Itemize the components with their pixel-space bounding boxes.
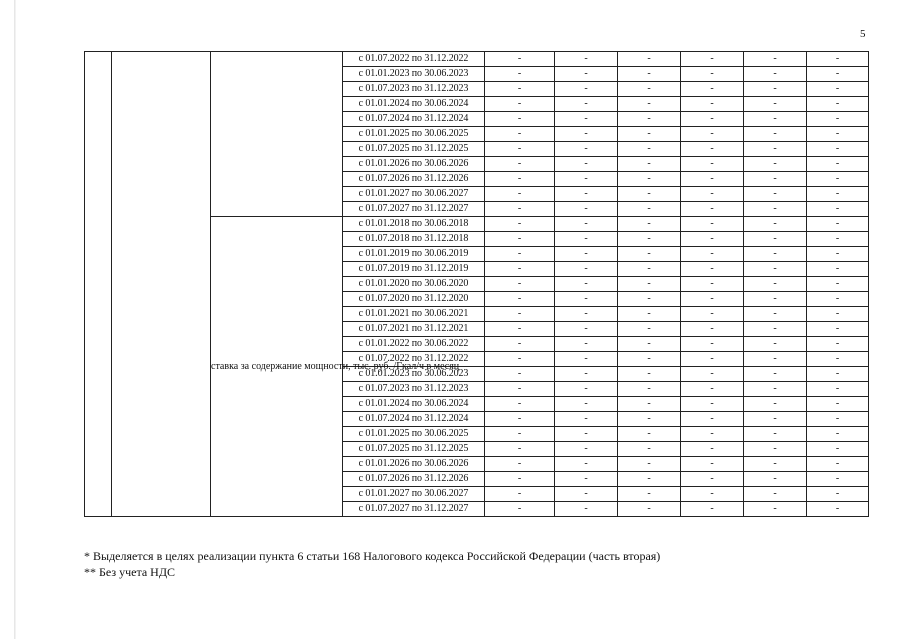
value-cell: - <box>485 187 555 202</box>
period-cell: с 01.01.2025 по 30.06.2025 <box>343 427 485 442</box>
value-cell: - <box>681 367 744 382</box>
period-cell: с 01.01.2023 по 30.06.2023 <box>343 367 485 382</box>
value-cell: - <box>618 112 681 127</box>
period-cell: с 01.01.2026 по 30.06.2026 <box>343 457 485 472</box>
value-cell: - <box>807 397 869 412</box>
value-cell: - <box>485 97 555 112</box>
value-cell: - <box>744 97 807 112</box>
value-cell: - <box>485 142 555 157</box>
value-cell: - <box>681 472 744 487</box>
value-cell: - <box>618 487 681 502</box>
value-cell: - <box>681 262 744 277</box>
value-cell: - <box>618 412 681 427</box>
value-cell: - <box>681 97 744 112</box>
value-cell: - <box>681 487 744 502</box>
value-cell: - <box>681 412 744 427</box>
value-cell: - <box>744 472 807 487</box>
page-number: 5 <box>860 28 866 40</box>
period-cell: с 01.01.2026 по 30.06.2026 <box>343 157 485 172</box>
value-cell: - <box>555 487 618 502</box>
value-cell: - <box>485 262 555 277</box>
value-cell: - <box>555 472 618 487</box>
value-cell: - <box>681 247 744 262</box>
value-cell: - <box>618 67 681 82</box>
value-cell: - <box>681 397 744 412</box>
value-cell: - <box>555 502 618 517</box>
value-cell: - <box>618 382 681 397</box>
value-cell: - <box>555 367 618 382</box>
value-cell: - <box>807 487 869 502</box>
value-cell: - <box>555 157 618 172</box>
value-cell: - <box>555 337 618 352</box>
period-cell: с 01.07.2018 по 31.12.2018 <box>343 232 485 247</box>
page-edge-shadow <box>14 0 16 639</box>
period-cell: с 01.07.2027 по 31.12.2027 <box>343 202 485 217</box>
value-cell: - <box>555 112 618 127</box>
table-body <box>85 52 869 517</box>
value-cell: - <box>744 322 807 337</box>
value-cell: - <box>744 142 807 157</box>
value-cell: - <box>485 157 555 172</box>
footnote-vat-allocation: * Выделяется в целях реализации пункта 6 статьи 168 Налогового кодекса Российской Федерации (часть вторая) <box>84 549 661 563</box>
value-cell: - <box>744 487 807 502</box>
value-cell: - <box>555 412 618 427</box>
value-cell: - <box>618 247 681 262</box>
period-cell: с 01.07.2019 по 31.12.2019 <box>343 262 485 277</box>
value-cell: - <box>681 427 744 442</box>
value-cell: - <box>555 172 618 187</box>
tariff-table <box>84 51 869 517</box>
value-cell: - <box>807 322 869 337</box>
value-cell: - <box>555 382 618 397</box>
value-cell: - <box>555 67 618 82</box>
value-cell: - <box>618 172 681 187</box>
value-cell: - <box>744 502 807 517</box>
value-cell: - <box>555 52 618 67</box>
period-cell: с 01.07.2024 по 31.12.2024 <box>343 412 485 427</box>
value-cell: - <box>807 82 869 97</box>
value-cell: - <box>744 247 807 262</box>
value-cell: - <box>807 382 869 397</box>
period-cell: с 01.07.2025 по 31.12.2025 <box>343 142 485 157</box>
value-cell: - <box>618 352 681 367</box>
period-cell: с 01.01.2027 по 30.06.2027 <box>343 187 485 202</box>
value-cell: - <box>744 442 807 457</box>
value-cell: - <box>555 82 618 97</box>
value-cell: - <box>485 292 555 307</box>
value-cell: - <box>807 427 869 442</box>
value-cell: - <box>681 82 744 97</box>
value-cell: - <box>485 412 555 427</box>
value-cell: - <box>618 262 681 277</box>
value-cell: - <box>485 442 555 457</box>
value-cell: - <box>807 412 869 427</box>
value-cell: - <box>681 67 744 82</box>
period-cell: с 01.07.2022 по 31.12.2022 <box>343 52 485 67</box>
value-cell: - <box>681 172 744 187</box>
value-cell: - <box>744 67 807 82</box>
value-cell: - <box>618 82 681 97</box>
value-cell: - <box>555 217 618 232</box>
value-cell: - <box>618 232 681 247</box>
value-cell: - <box>681 232 744 247</box>
value-cell: - <box>555 397 618 412</box>
value-cell: - <box>485 427 555 442</box>
value-cell: - <box>807 262 869 277</box>
value-cell: - <box>618 322 681 337</box>
value-cell: - <box>681 502 744 517</box>
table-row <box>85 52 869 67</box>
value-cell: - <box>744 157 807 172</box>
value-cell: - <box>681 337 744 352</box>
blank-col-1 <box>85 52 112 517</box>
period-cell: с 01.01.2020 по 30.06.2020 <box>343 277 485 292</box>
value-cell: - <box>744 187 807 202</box>
value-cell: - <box>618 187 681 202</box>
value-cell: - <box>618 307 681 322</box>
value-cell: - <box>807 67 869 82</box>
value-cell: - <box>485 322 555 337</box>
value-cell: - <box>618 397 681 412</box>
value-cell: - <box>555 142 618 157</box>
period-cell: с 01.07.2026 по 31.12.2026 <box>343 172 485 187</box>
value-cell: - <box>807 172 869 187</box>
value-cell: - <box>555 187 618 202</box>
value-cell: - <box>807 472 869 487</box>
value-cell: - <box>807 247 869 262</box>
value-cell: - <box>807 52 869 67</box>
value-cell: - <box>681 112 744 127</box>
value-cell: - <box>555 322 618 337</box>
value-cell: - <box>485 337 555 352</box>
value-cell: - <box>744 337 807 352</box>
period-cell: с 01.01.2018 по 30.06.2018 <box>343 217 485 232</box>
value-cell: - <box>485 82 555 97</box>
value-cell: - <box>618 457 681 472</box>
value-cell: - <box>485 67 555 82</box>
value-cell: - <box>618 502 681 517</box>
period-cell: с 01.01.2024 по 30.06.2024 <box>343 97 485 112</box>
value-cell: - <box>618 367 681 382</box>
period-cell: с 01.07.2020 по 31.12.2020 <box>343 292 485 307</box>
footnotes <box>84 548 660 580</box>
value-cell: - <box>807 142 869 157</box>
value-cell: - <box>681 187 744 202</box>
value-cell: - <box>618 277 681 292</box>
value-cell: - <box>485 352 555 367</box>
value-cell: - <box>555 457 618 472</box>
value-cell: - <box>618 217 681 232</box>
value-cell: - <box>555 202 618 217</box>
value-cell: - <box>744 292 807 307</box>
value-cell: - <box>618 337 681 352</box>
value-cell: - <box>555 247 618 262</box>
value-cell: - <box>681 322 744 337</box>
value-cell: - <box>555 292 618 307</box>
period-cell: с 01.01.2027 по 30.06.2027 <box>343 487 485 502</box>
value-cell: - <box>485 172 555 187</box>
value-cell: - <box>744 262 807 277</box>
value-cell: - <box>618 442 681 457</box>
value-cell: - <box>807 277 869 292</box>
value-cell: - <box>555 277 618 292</box>
value-cell: - <box>618 202 681 217</box>
value-cell: - <box>744 172 807 187</box>
value-cell: - <box>555 427 618 442</box>
value-cell: - <box>744 52 807 67</box>
value-cell: - <box>807 502 869 517</box>
value-cell: - <box>485 277 555 292</box>
value-cell: - <box>744 427 807 442</box>
period-cell: с 01.01.2021 по 30.06.2021 <box>343 307 485 322</box>
value-cell: - <box>485 382 555 397</box>
value-cell: - <box>555 352 618 367</box>
period-cell: с 01.01.2023 по 30.06.2023 <box>343 67 485 82</box>
value-cell: - <box>681 142 744 157</box>
period-cell: с 01.01.2022 по 30.06.2022 <box>343 337 485 352</box>
value-cell: - <box>807 457 869 472</box>
value-cell: - <box>807 337 869 352</box>
value-cell: - <box>807 97 869 112</box>
value-cell: - <box>807 127 869 142</box>
value-cell: - <box>485 487 555 502</box>
value-cell: - <box>744 82 807 97</box>
value-cell: - <box>618 97 681 112</box>
value-cell: - <box>807 307 869 322</box>
footnote-without-vat: ** Без учета НДС <box>84 565 176 579</box>
value-cell: - <box>485 367 555 382</box>
value-cell: - <box>555 307 618 322</box>
value-cell: - <box>485 502 555 517</box>
value-cell: - <box>807 157 869 172</box>
value-cell: - <box>485 397 555 412</box>
value-cell: - <box>807 367 869 382</box>
value-cell: - <box>555 97 618 112</box>
value-cell: - <box>744 217 807 232</box>
value-cell: - <box>807 442 869 457</box>
period-cell: с 01.01.2024 по 30.06.2024 <box>343 397 485 412</box>
value-cell: - <box>618 142 681 157</box>
period-cell: с 01.07.2027 по 31.12.2027 <box>343 502 485 517</box>
period-cell: с 01.01.2019 по 30.06.2019 <box>343 247 485 262</box>
value-cell: - <box>555 442 618 457</box>
value-cell: - <box>485 217 555 232</box>
value-cell: - <box>485 457 555 472</box>
period-cell: с 01.07.2025 по 31.12.2025 <box>343 442 485 457</box>
value-cell: - <box>485 127 555 142</box>
value-cell: - <box>681 382 744 397</box>
period-cell: с 01.07.2021 по 31.12.2021 <box>343 322 485 337</box>
period-cell: с 01.01.2025 по 30.06.2025 <box>343 127 485 142</box>
period-cell: с 01.07.2026 по 31.12.2026 <box>343 472 485 487</box>
value-cell: - <box>744 127 807 142</box>
value-cell: - <box>555 232 618 247</box>
period-cell: с 01.07.2022 по 31.12.2022 <box>343 352 485 367</box>
value-cell: - <box>681 157 744 172</box>
value-cell: - <box>807 217 869 232</box>
value-cell: - <box>681 307 744 322</box>
value-cell: - <box>744 112 807 127</box>
value-cell: - <box>618 472 681 487</box>
value-cell: - <box>618 157 681 172</box>
value-cell: - <box>618 127 681 142</box>
value-cell: - <box>485 232 555 247</box>
value-cell: - <box>807 187 869 202</box>
value-cell: - <box>485 247 555 262</box>
value-cell: - <box>744 382 807 397</box>
value-cell: - <box>807 202 869 217</box>
value-cell: - <box>681 127 744 142</box>
blank-col-2 <box>112 52 211 517</box>
value-cell: - <box>744 397 807 412</box>
value-cell: - <box>485 472 555 487</box>
value-cell: - <box>744 412 807 427</box>
period-cell: с 01.07.2023 по 31.12.2023 <box>343 82 485 97</box>
value-cell: - <box>555 127 618 142</box>
value-cell: - <box>681 352 744 367</box>
period-cell: с 01.07.2023 по 31.12.2023 <box>343 382 485 397</box>
value-cell: - <box>807 292 869 307</box>
value-cell: - <box>744 457 807 472</box>
value-cell: - <box>618 52 681 67</box>
value-cell: - <box>681 457 744 472</box>
value-cell: - <box>485 202 555 217</box>
value-cell: - <box>744 202 807 217</box>
value-cell: - <box>744 277 807 292</box>
value-cell: - <box>681 202 744 217</box>
value-cell: - <box>485 307 555 322</box>
value-cell: - <box>485 52 555 67</box>
value-cell: - <box>681 442 744 457</box>
value-cell: - <box>618 427 681 442</box>
value-cell: - <box>618 292 681 307</box>
value-cell: - <box>744 367 807 382</box>
value-cell: - <box>807 232 869 247</box>
period-cell: с 01.07.2024 по 31.12.2024 <box>343 112 485 127</box>
value-cell: - <box>681 277 744 292</box>
value-cell: - <box>744 232 807 247</box>
value-cell: - <box>807 352 869 367</box>
value-cell: - <box>485 112 555 127</box>
value-cell: - <box>681 217 744 232</box>
value-cell: - <box>744 352 807 367</box>
value-cell: - <box>807 112 869 127</box>
value-cell: - <box>555 262 618 277</box>
value-cell: - <box>744 307 807 322</box>
value-cell: - <box>681 292 744 307</box>
rate-name-cell-empty <box>211 52 343 217</box>
rate-name-cell: ставка за содержание мощности, тыс. руб. /Гкал/ч в месяц <box>211 217 343 517</box>
value-cell: - <box>681 52 744 67</box>
